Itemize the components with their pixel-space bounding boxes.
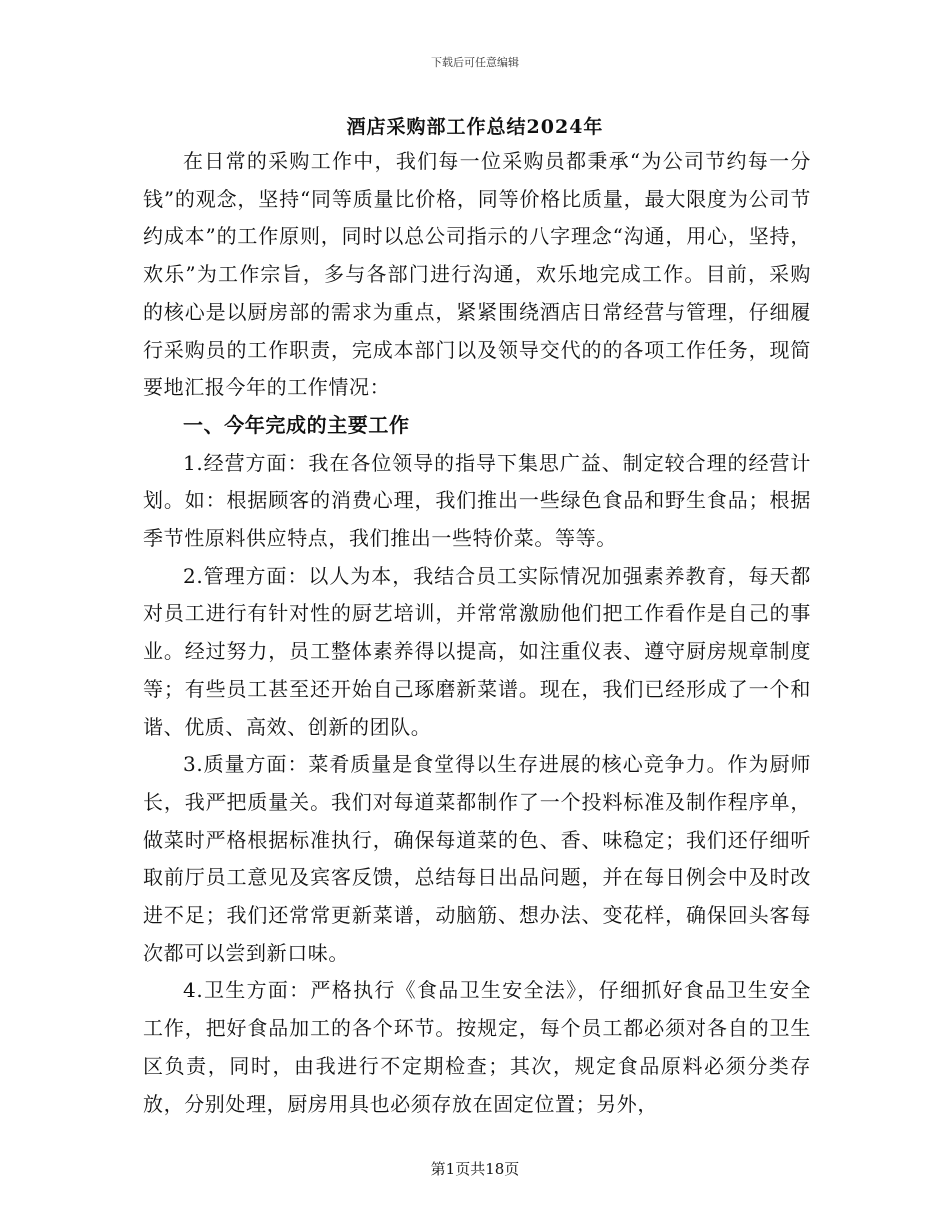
intro-paragraph: 在日常的采购工作中，我们每一位采购员都秉承“为公司节约每一分钱”的观念，坚持“同等质量比价格，同等价格比质量，最大限度为公司节约成本”的工作原则，同时以总公司指示的八字理念“沟通，用心，坚持，欢乐”为工作宗旨，多与各部门进行沟通，欢乐地完成工作。目前，采购的核心是以厨房部的需求为重点，紧紧围绕酒店日常经营与管理，仔细履行采购员的工作职责，完成本部门以及领导交代的的各项工作任务，现简要地汇报今年的工作情况：	[143, 149, 811, 400]
download-note: 下载后可任意编辑	[431, 56, 519, 69]
document-title: 酒店采购部工作总结2024年	[346, 116, 604, 138]
paragraph-quality: 3.质量方面：菜肴质量是食堂得以生存进展的核心竞争力。作为厨师长，我严把质量关。我们对每道菜都制作了一个投料标准及制作程序单，做菜时严格根据标准执行，确保每道菜的色、香、味稳定；我们还仔细听取前厅员工意见及宾客反馈，总结每日出品问题，并在每日例会中及时改进不足；我们还常常更新菜谱，动脑筋、想办法、变花样，确保回头客每次都可以尝到新口味。	[143, 752, 811, 965]
section-heading-main-work: 一、今年完成的主要工作	[183, 412, 410, 437]
paragraph-operations: 1.经营方面：我在各位领导的指导下集思广益、制定较合理的经营计划。如：根据顾客的消费心理，我们推出一些绿色食品和野生食品；根据季节性原料供应特点，我们推出一些特价菜。等等。	[143, 450, 811, 551]
page-number: 第1页共18页	[430, 1160, 520, 1178]
paragraph-management: 2.管理方面：以人为本，我结合员工实际情况加强素养教育，每天都对员工进行有针对性的厨艺培训，并常常激励他们把工作看作是自己的事业。经过努力，员工整体素养得以提高，如注重仪表、遵守厨房规章制度等；有些员工甚至还开始自己琢磨新菜谱。现在，我们已经形成了一个和谐、优质、高效、创新的团队。	[143, 563, 811, 739]
document-body	[143, 143, 811, 1123]
paragraph-hygiene: 4.卫生方面：严格执行《食品卫生安全法》，仔细抓好食品卫生安全工作，把好食品加工的各个环节。按规定，每个员工都必须对各自的卫生区负责，同时，由我进行不定期检查；其次，规定食品原料必须分类存放，分别处理，厨房用具也必须存放在固定位置；另外，	[143, 978, 811, 1116]
